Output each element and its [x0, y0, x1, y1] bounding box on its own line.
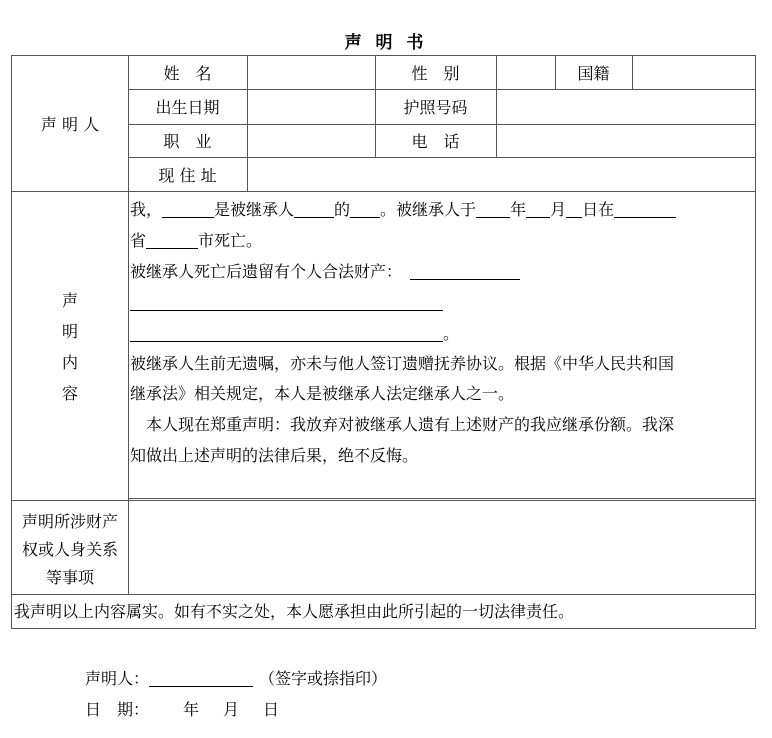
declarant-label: 声 明 人: [40, 115, 100, 134]
signature-blank: [149, 670, 253, 687]
name-label: 姓 名: [163, 64, 212, 83]
blank-field: [294, 201, 334, 218]
blank-field: [146, 232, 198, 249]
col-divider: [247, 56, 248, 191]
content-line-4: [130, 293, 443, 313]
blank-field: [162, 201, 214, 218]
birth-date-label: 出生日期: [155, 98, 220, 117]
content-label-char: 内: [61, 352, 78, 372]
matters-label-line: 权或人身关系: [21, 540, 118, 559]
blank-field: [566, 201, 582, 218]
signature-line: 声明人： （签字或捺指印）: [85, 669, 388, 688]
content-line-1: 我， 是被继承人 的 。被继承人于 年 月 日在: [130, 200, 676, 220]
blank-field: [614, 201, 676, 218]
address-label: 现 住 址: [158, 165, 217, 185]
gender-label: 性 别: [411, 64, 460, 83]
row-divider: [12, 594, 756, 595]
col-divider: [632, 56, 633, 89]
document-title: 声 明 书: [344, 33, 428, 53]
blank-field: [410, 263, 520, 280]
content-line-8: 本人现在郑重声明：我放弃对被继承人遗有上述财产的我应继承份额。我深: [130, 415, 675, 434]
date-line: 日 期： 年 月 日: [85, 700, 280, 719]
blank-field: [476, 201, 510, 218]
content-label-char: 容: [61, 383, 78, 403]
blank-field: [350, 201, 380, 218]
content-line-7: 继承法》相关规定，本人是被继承人法定继承人之一。: [130, 384, 515, 403]
matters-label-line: 等事项: [45, 568, 94, 587]
col-divider: [496, 56, 497, 157]
blank-field: [130, 325, 443, 342]
passport-label: 护照号码: [403, 98, 468, 117]
truth-statement: 我声明以上内容属实。如有不实之处，本人愿承担由此所引起的一切法律责任。: [14, 602, 575, 621]
content-line-2: 省 市死亡。: [130, 231, 263, 250]
blank-field: [130, 294, 443, 311]
row-divider: [12, 191, 756, 192]
content-label-char: 明: [61, 321, 78, 341]
blank-field: [526, 201, 550, 218]
content-line-6: 被继承人生前无遗嘱，亦未与他人签订遗赠抚养协议。根据《中华人民共和国: [130, 354, 675, 373]
nationality-label: 国籍: [577, 64, 610, 83]
row-divider: [128, 498, 756, 499]
declaration-table: [11, 55, 756, 629]
content-label-char: 声: [61, 290, 78, 310]
content-line-5: 。: [130, 324, 459, 344]
phone-label: 电 话: [411, 132, 460, 151]
occupation-label: 职 业: [163, 132, 212, 151]
content-line-9: 知做出上述声明的法律后果，绝不反悔。: [130, 446, 419, 465]
matters-label-line: 声明所涉财产: [21, 512, 118, 531]
content-line-3: 被继承人死亡后遗留有个人合法财产：: [130, 262, 520, 282]
row-divider: [12, 500, 756, 501]
